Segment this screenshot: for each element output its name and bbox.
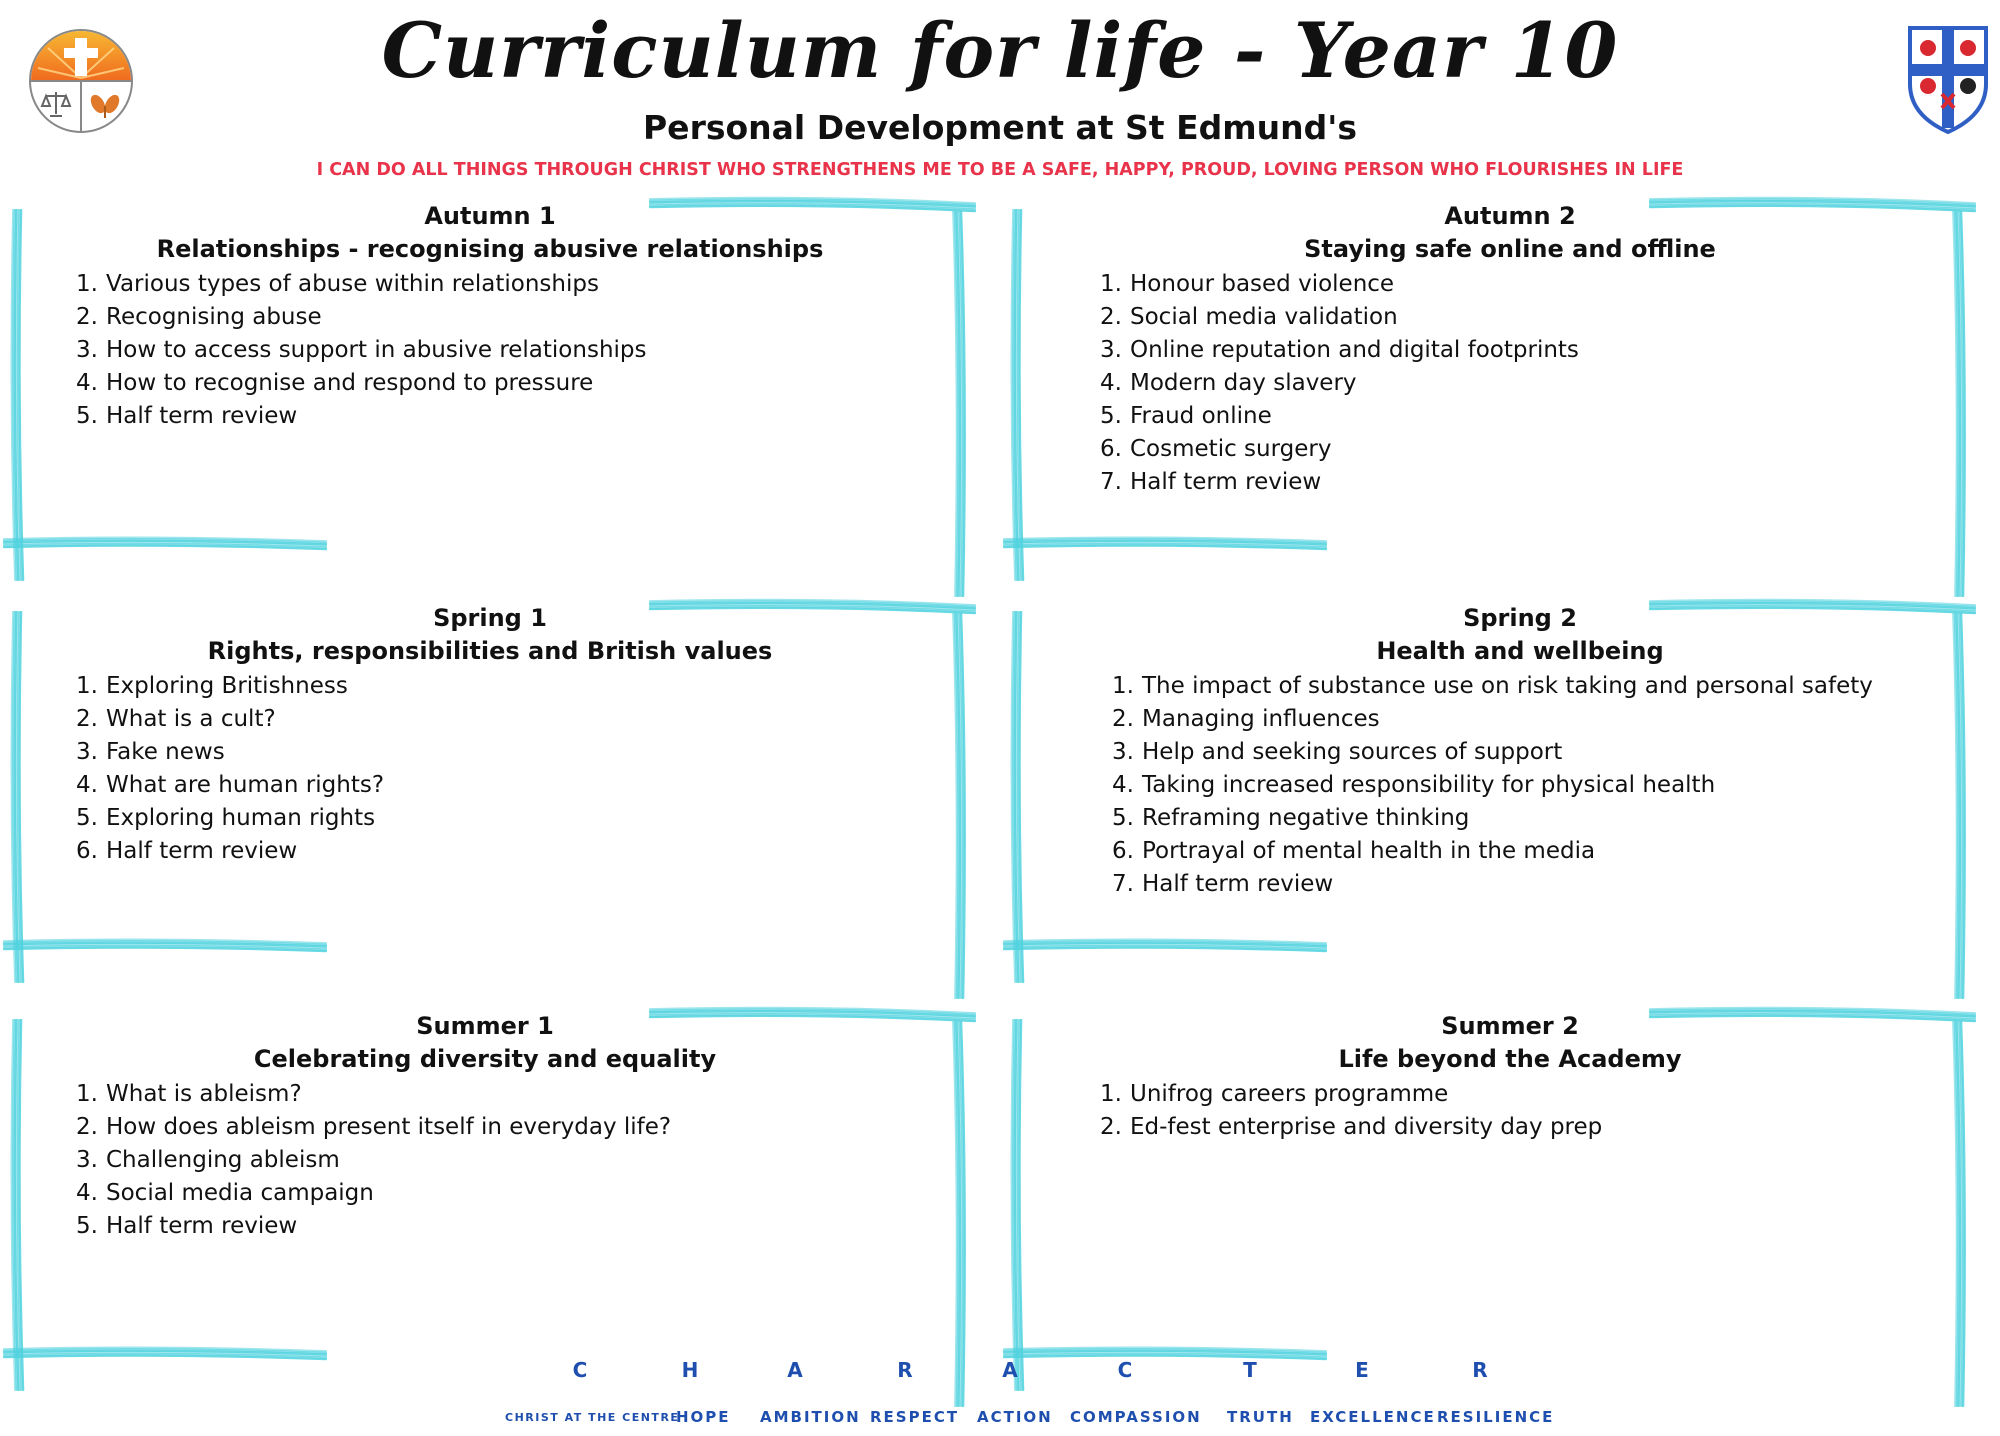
item-number: 5. bbox=[76, 805, 98, 831]
item-number: 5. bbox=[76, 1213, 98, 1239]
topic-list bbox=[76, 1078, 1000, 1243]
list-item bbox=[1100, 400, 2000, 433]
term-name: Spring 2 bbox=[1463, 604, 1577, 632]
character-letter: R bbox=[897, 1358, 913, 1382]
topic-list bbox=[1100, 1078, 2000, 1144]
term-content bbox=[0, 602, 1000, 868]
item-text: What is ableism? bbox=[106, 1081, 302, 1107]
topic-list bbox=[1112, 670, 2000, 901]
list-item bbox=[76, 1144, 1000, 1177]
list-item bbox=[76, 703, 1000, 736]
list-item bbox=[76, 1210, 1000, 1243]
item-number: 4. bbox=[1112, 772, 1134, 798]
item-text: Taking increased responsibility for physical health bbox=[1142, 772, 1716, 798]
list-item bbox=[1112, 868, 2000, 901]
term-panel bbox=[1000, 1010, 2000, 1410]
list-item bbox=[76, 1078, 1000, 1111]
item-text: Half term review bbox=[106, 1213, 298, 1239]
item-text: Fake news bbox=[106, 739, 225, 765]
item-text: Reframing negative thinking bbox=[1142, 805, 1470, 831]
value-word: RESILIENCE bbox=[1437, 1408, 1555, 1426]
value-word: ACTION bbox=[977, 1408, 1053, 1426]
character-letter: C bbox=[572, 1358, 588, 1382]
term-content bbox=[1000, 602, 2000, 901]
item-number: 4. bbox=[1100, 370, 1122, 396]
character-letter: A bbox=[787, 1358, 803, 1382]
item-number: 2. bbox=[76, 304, 98, 330]
term-panel bbox=[0, 602, 1000, 1002]
list-item bbox=[1100, 433, 2000, 466]
term-name: Summer 1 bbox=[416, 1012, 554, 1040]
item-number: 5. bbox=[76, 403, 98, 429]
item-text: Modern day slavery bbox=[1130, 370, 1357, 396]
list-item bbox=[1100, 334, 2000, 367]
list-item bbox=[1100, 466, 2000, 499]
term-topic: Staying safe online and offline bbox=[1304, 235, 1716, 263]
item-text: Recognising abuse bbox=[106, 304, 322, 330]
item-number: 2. bbox=[1100, 1114, 1122, 1140]
list-item bbox=[1100, 301, 2000, 334]
item-number: 1. bbox=[76, 1081, 98, 1107]
term-topic: Celebrating diversity and equality bbox=[253, 1045, 717, 1073]
term-content bbox=[1000, 1010, 2000, 1144]
item-text: Challenging ableism bbox=[106, 1147, 340, 1173]
list-item bbox=[76, 802, 1000, 835]
item-number: 1. bbox=[76, 673, 98, 699]
item-text: Exploring human rights bbox=[106, 805, 376, 831]
term-content bbox=[0, 200, 1000, 433]
character-letter: E bbox=[1355, 1358, 1369, 1382]
term-topic: Rights, responsibilities and British values bbox=[207, 637, 773, 665]
item-number: 3. bbox=[1112, 739, 1134, 765]
term-name: Summer 2 bbox=[1441, 1012, 1579, 1040]
item-number: 2. bbox=[1112, 706, 1134, 732]
term-content bbox=[1000, 200, 2000, 499]
school-values bbox=[0, 1408, 2000, 1436]
list-item bbox=[1100, 367, 2000, 400]
item-text: Online reputation and digital footprints bbox=[1130, 337, 1579, 363]
list-item bbox=[76, 334, 1000, 367]
list-item bbox=[1100, 1078, 2000, 1111]
list-item bbox=[1112, 703, 2000, 736]
item-text: Unifrog careers programme bbox=[1130, 1081, 1449, 1107]
character-letter: C bbox=[1117, 1358, 1133, 1382]
item-number: 2. bbox=[76, 1114, 98, 1140]
character-letter: R bbox=[1472, 1358, 1488, 1382]
character-letter: A bbox=[1002, 1358, 1018, 1382]
item-text: Social media campaign bbox=[106, 1180, 374, 1206]
topic-list bbox=[76, 268, 1000, 433]
item-number: 2. bbox=[1100, 304, 1122, 330]
list-item bbox=[76, 268, 1000, 301]
value-word: CHRIST AT THE CENTRE bbox=[505, 1411, 680, 1424]
term-topic: Relationships - recognising abusive relationships bbox=[156, 235, 824, 263]
term-name: Spring 1 bbox=[433, 604, 547, 632]
list-item bbox=[76, 769, 1000, 802]
item-text: Honour based violence bbox=[1130, 271, 1395, 297]
list-item bbox=[76, 400, 1000, 433]
list-item bbox=[76, 367, 1000, 400]
item-number: 4. bbox=[76, 1180, 98, 1206]
item-text: Half term review bbox=[106, 403, 298, 429]
item-number: 2. bbox=[76, 706, 98, 732]
value-word: AMBITION bbox=[760, 1408, 861, 1426]
school-motto: I CAN DO ALL THINGS THROUGH CHRIST WHO STRENGTHENS ME TO BE A SAFE, HAPPY, PROUD, LOVING PERSON WHO FLOURISHES IN LIFE bbox=[316, 160, 1684, 180]
list-item bbox=[76, 736, 1000, 769]
item-number: 3. bbox=[76, 337, 98, 363]
item-number: 6. bbox=[76, 838, 98, 864]
item-number: 5. bbox=[1100, 403, 1122, 429]
item-text: Portrayal of mental health in the media bbox=[1142, 838, 1596, 864]
list-item bbox=[76, 835, 1000, 868]
term-name: Autumn 1 bbox=[424, 202, 556, 230]
item-number: 7. bbox=[1112, 871, 1134, 897]
item-text: Various types of abuse within relationships bbox=[106, 271, 599, 297]
list-item bbox=[76, 301, 1000, 334]
term-topic: Health and wellbeing bbox=[1376, 637, 1664, 665]
list-item bbox=[1112, 769, 2000, 802]
character-letter: H bbox=[681, 1358, 699, 1382]
item-number: 1. bbox=[1100, 1081, 1122, 1107]
item-number: 6. bbox=[1100, 436, 1122, 462]
value-word: TRUTH bbox=[1227, 1408, 1294, 1426]
term-name: Autumn 2 bbox=[1444, 202, 1576, 230]
term-panel bbox=[1000, 602, 2000, 1002]
list-item bbox=[1100, 1111, 2000, 1144]
item-text: How to recognise and respond to pressure bbox=[106, 370, 594, 396]
item-text: What is a cult? bbox=[106, 706, 276, 732]
item-number: 3. bbox=[1100, 337, 1122, 363]
item-text: Half term review bbox=[1142, 871, 1334, 897]
item-text: How to access support in abusive relationships bbox=[106, 337, 647, 363]
item-number: 4. bbox=[76, 370, 98, 396]
list-item bbox=[1112, 835, 2000, 868]
item-text: Ed-fest enterprise and diversity day prep bbox=[1130, 1114, 1603, 1140]
item-text: Half term review bbox=[1130, 469, 1322, 495]
value-word: HOPE bbox=[676, 1408, 731, 1426]
term-content bbox=[0, 1010, 1000, 1243]
item-number: 4. bbox=[76, 772, 98, 798]
item-text: Help and seeking sources of support bbox=[1142, 739, 1563, 765]
page-subtitle: Personal Development at St Edmund's bbox=[643, 108, 1357, 147]
value-word: COMPASSION bbox=[1070, 1408, 1202, 1426]
item-text: Fraud online bbox=[1130, 403, 1272, 429]
list-item bbox=[1112, 736, 2000, 769]
item-number: 1. bbox=[76, 271, 98, 297]
list-item bbox=[76, 670, 1000, 703]
list-item bbox=[1112, 670, 2000, 703]
item-number: 6. bbox=[1112, 838, 1134, 864]
item-text: Managing influences bbox=[1142, 706, 1380, 732]
list-item bbox=[76, 1111, 1000, 1144]
topic-list bbox=[76, 670, 1000, 868]
item-text: Cosmetic surgery bbox=[1130, 436, 1332, 462]
item-text: What are human rights? bbox=[106, 772, 385, 798]
item-text: How does ableism present itself in everyday life? bbox=[106, 1114, 672, 1140]
topic-list bbox=[1100, 268, 2000, 499]
item-text: The impact of substance use on risk taking and personal safety bbox=[1142, 673, 1873, 699]
item-text: Social media validation bbox=[1130, 304, 1398, 330]
item-number: 1. bbox=[1100, 271, 1122, 297]
term-panel bbox=[0, 1010, 1000, 1410]
term-topic: Life beyond the Academy bbox=[1338, 1045, 1682, 1073]
list-item bbox=[1100, 268, 2000, 301]
item-text: Exploring Britishness bbox=[106, 673, 348, 699]
character-letter: T bbox=[1243, 1358, 1257, 1382]
value-word: RESPECT bbox=[870, 1408, 960, 1426]
item-number: 3. bbox=[76, 1147, 98, 1173]
page-title: Curriculum for life - Year 10 bbox=[381, 6, 1619, 95]
item-number: 3. bbox=[76, 739, 98, 765]
term-panel bbox=[1000, 200, 2000, 600]
item-number: 7. bbox=[1100, 469, 1122, 495]
item-text: Half term review bbox=[106, 838, 298, 864]
term-panel bbox=[0, 200, 1000, 600]
item-number: 5. bbox=[1112, 805, 1134, 831]
list-item bbox=[76, 1177, 1000, 1210]
value-word: EXCELLENCE bbox=[1310, 1408, 1436, 1426]
character-acronym bbox=[0, 1358, 2000, 1388]
item-number: 1. bbox=[1112, 673, 1134, 699]
list-item bbox=[1112, 802, 2000, 835]
